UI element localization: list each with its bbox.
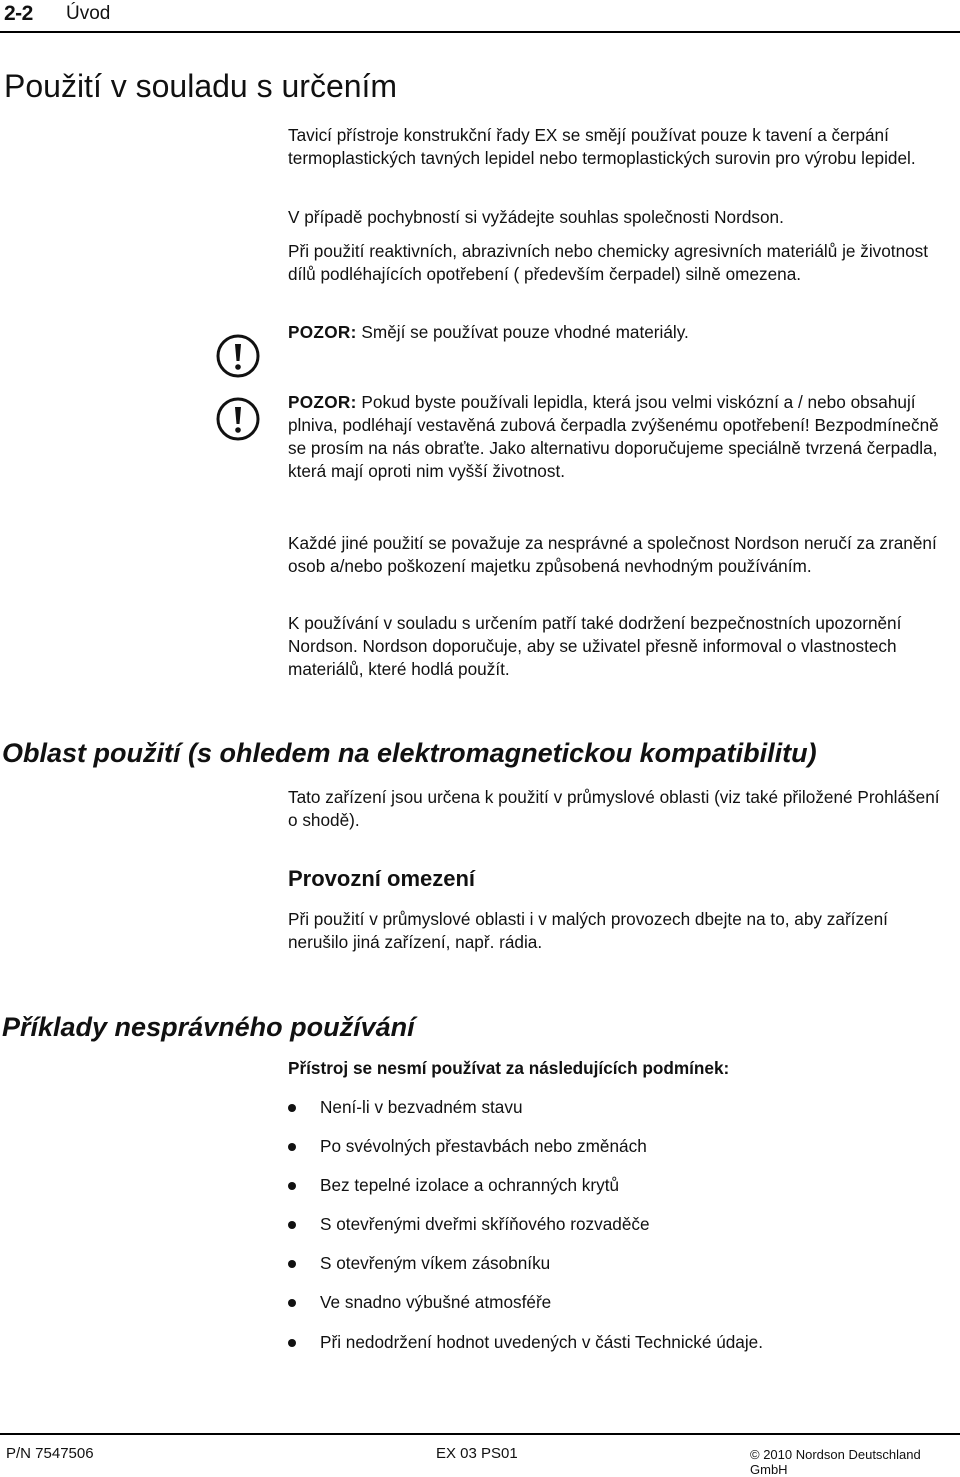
list-item-text: Bez tepelné izolace a ochranných krytů (320, 1175, 620, 1195)
bullet-icon (288, 1182, 296, 1190)
bullet-icon (288, 1260, 296, 1268)
warning-note (288, 391, 948, 483)
list-intro: Přístroj se nesmí používat za následujících podmínek: (288, 1058, 730, 1078)
paragraph-text: Tato zařízení jsou určena k použití v průmyslové oblasti (viz také přiložené Prohlášení o shodě). (288, 787, 940, 830)
section-name: Úvod (66, 3, 111, 24)
exclamation-icon (216, 397, 260, 441)
paragraph-text: Při použití v průmyslové oblasti i v malých provozech dbejte na to, aby zařízení nerušilo jiná zařízení, např. rádia. (288, 909, 888, 952)
paragraph-text: Každé jiné použití se považuje za nesprávné a společnost Nordson neručí za zranění osob a/nebo poškození majetku způsobená nevhodným používáním. (288, 533, 937, 576)
bullet-icon (288, 1339, 296, 1347)
section-title-intended-use: Použití v souladu s určením (4, 68, 398, 104)
section-title-emc: Oblast použití (s ohledem na elektromagnetickou kompatibilitu) (2, 738, 817, 768)
paragraph-text: Tavicí přístroje konstrukční řady EX se smějí používat pouze k tavení a čerpání termoplastických tavných lepidel nebo termoplastických surovin pro výrobu lepidel. (288, 125, 916, 168)
paragraph-text: Při použití reaktivních, abrazivních nebo chemicky agresivních materiálů je životnost dílů podléhajících opotřebení ( především čerpadel) silně omezena. (288, 241, 929, 284)
warning-body: Pokud byste používali lepidla, která jsou velmi viskózní a / nebo obsahují plniva, podléhají vestavěná zubová čerpadla zvýšenému opotřebení! Bezpodmínečně se prosím na nás obraťte. Jako alternativu doporučujeme speciálně tvrzená čerpadla, která mají oproti nim vyšší životnost. (288, 392, 939, 481)
paragraph (288, 240, 948, 286)
warning-body: Smějí se používat pouze vhodné materiály. (356, 322, 689, 342)
section-title-misuse: Příklady nesprávného používání (2, 1012, 415, 1042)
warning-note (288, 321, 948, 344)
list-item-text: Při nedodržení hodnot uvedených v části Technické údaje. (320, 1332, 764, 1352)
paragraph (288, 908, 948, 954)
bullet-icon (288, 1143, 296, 1151)
warning-label: POZOR: (288, 322, 357, 342)
list-item-text: S otevřeným víkem zásobníku (320, 1253, 551, 1273)
paragraph (288, 532, 948, 578)
paragraph (288, 206, 948, 229)
bullet-icon (288, 1104, 296, 1112)
list-item-text: Ve snadno výbušné atmosféře (320, 1292, 552, 1312)
footer-copyright: © 2010 Nordson Deutschland GmbH (750, 1447, 921, 1477)
subsection-title-operating-limits: Provozní omezení (288, 866, 476, 891)
footer-divider (0, 1433, 960, 1435)
header-divider (0, 31, 960, 33)
list-item-text: S otevřenými dveřmi skříňového rozvaděče (320, 1214, 650, 1234)
paragraph-text: V případě pochybností si vyžádejte souhlas společnosti Nordson. (288, 207, 784, 227)
list-item-text: Není-li v bezvadném stavu (320, 1097, 523, 1117)
footer-part-number: P/N 7547506 (6, 1445, 94, 1462)
warning-label: POZOR: (288, 392, 357, 412)
paragraph (288, 124, 948, 170)
paragraph-text: K používání v souladu s určením patří také dodržení bezpečnostních upozornění Nordson. Nordson doporučuje, aby se uživatel přesně informoval o vlastnostech materiálů, které hodlá použít. (288, 613, 902, 679)
warning-text (288, 391, 948, 483)
bullet-icon (288, 1299, 296, 1307)
footer-doc-code: EX 03 PS01 (436, 1445, 518, 1462)
paragraph (288, 612, 948, 681)
warning-text (288, 321, 948, 344)
exclamation-icon (216, 334, 260, 378)
page-number: 2-2 (4, 2, 33, 25)
list-item-text: Po svévolných přestavbách nebo změnách (320, 1136, 647, 1156)
bullet-icon (288, 1221, 296, 1229)
paragraph (288, 786, 948, 832)
